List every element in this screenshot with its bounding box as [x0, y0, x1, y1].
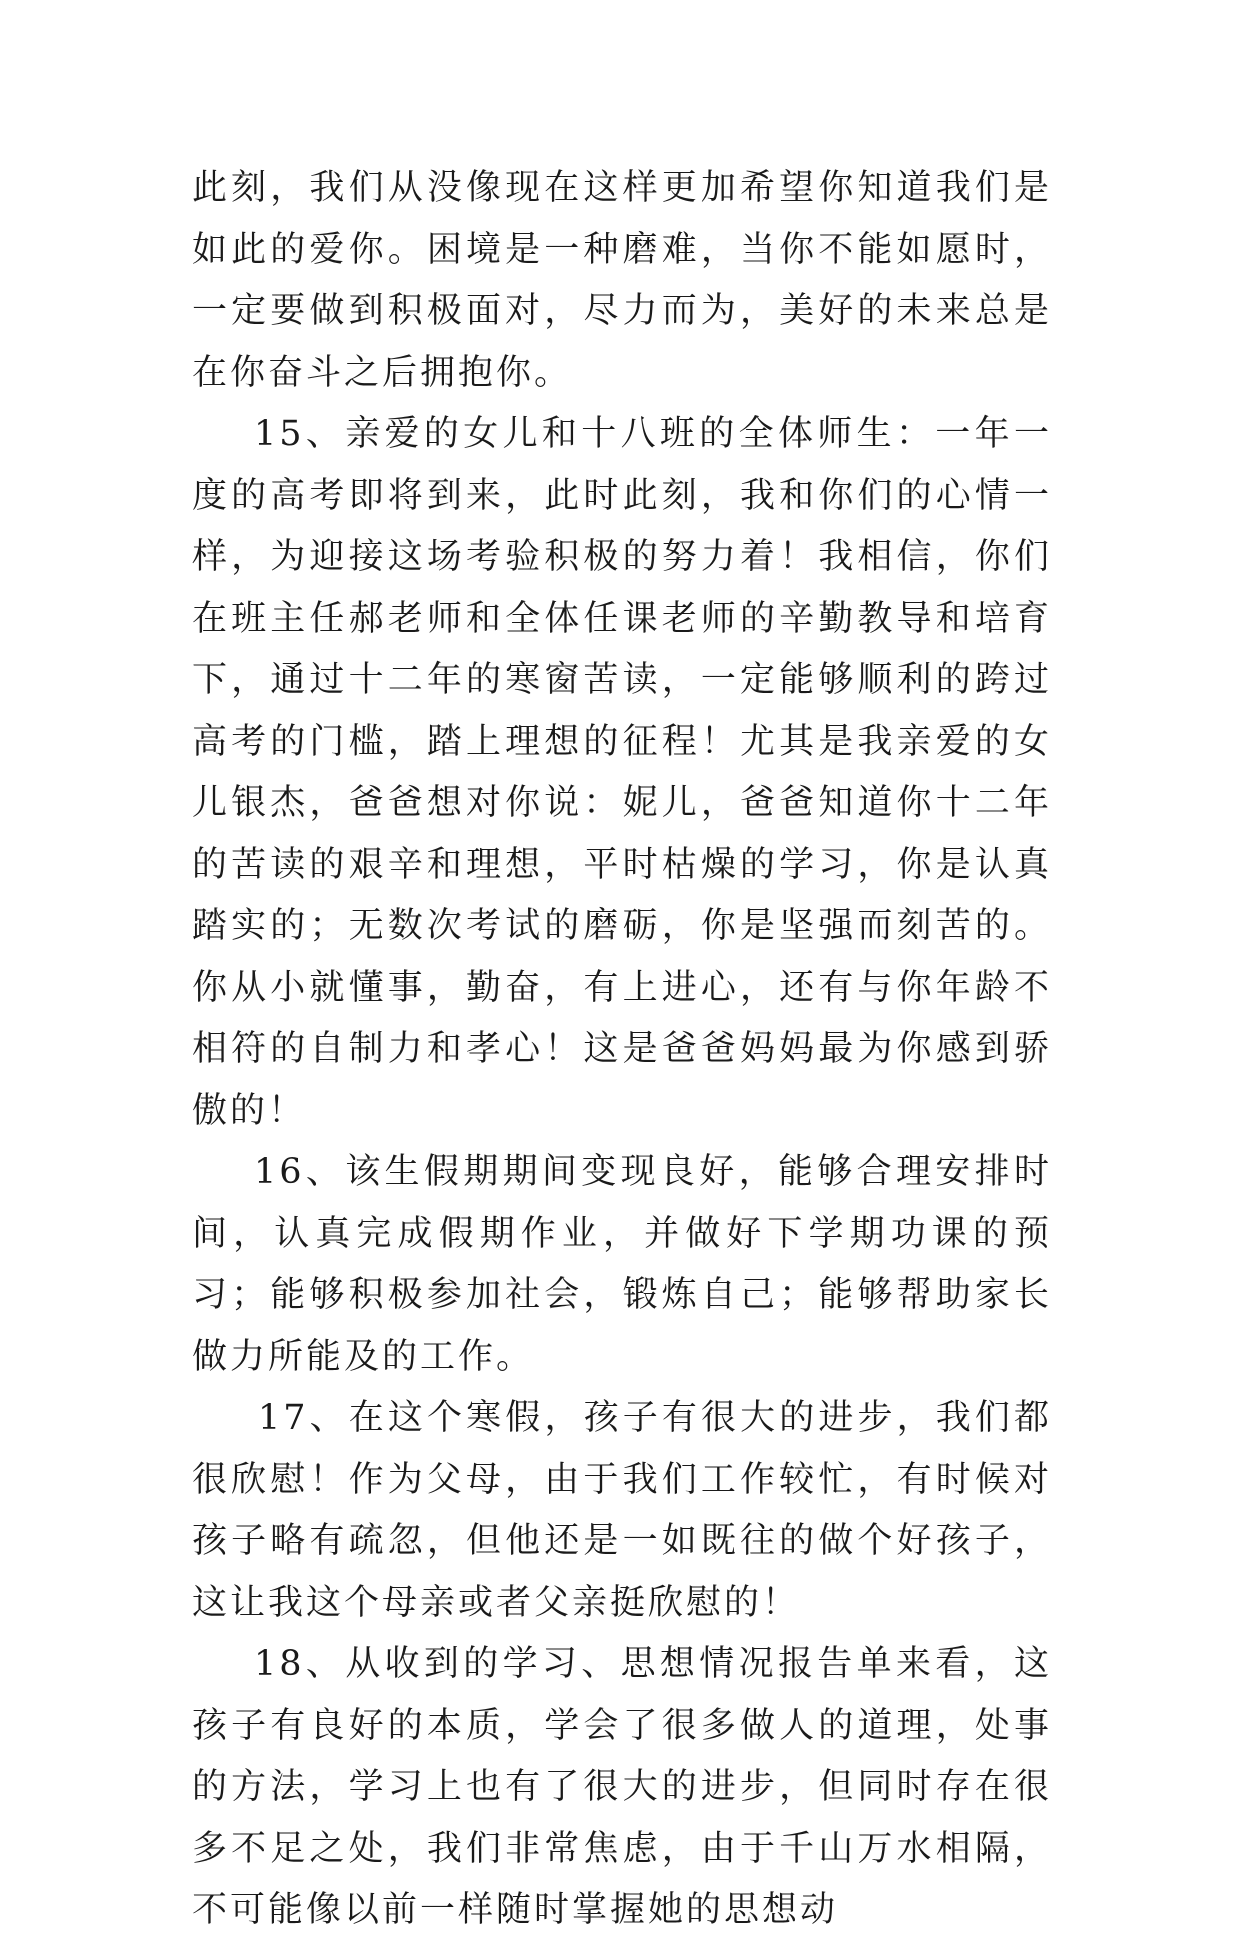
paragraph-17: 17、在这个寒假，孩子有很大的进步，我们都很欣慰！作为父母，由于我们工作较忙，有时候对孩子略有疏忽，但他还是一如既往的做个好孩子，这让我这个母亲或者父亲挺欣慰的！ [192, 1398, 1052, 1623]
paragraph-18: 18、从收到的学习、思想情况报告单来看，这孩子有良好的本质，学会了很多做人的道理，处事的方法，学习上也有了很大的进步，但同时存在很多不足之处，我们非常焦虑，由于千山万水相隔，不可能像以前一样随时掌握她的思想动 [192, 1644, 1052, 1930]
document-body [192, 158, 1052, 1942]
paragraph-15: 15、亲爱的女儿和十八班的全体师生：一年一度的高考即将到来，此时此刻，我和你们的心情一样，为迎接这场考验积极的努力着！我相信，你们在班主任郝老师和全体任课老师的辛勤教导和培育下，通过十二年的寒窗苦读，一定能够顺利的跨过高考的门槛，踏上理想的征程！尤其是我亲爱的女儿银杰，爸爸想对你说：妮儿，爸爸知道你十二年的苦读的艰辛和理想，平时枯燥的学习，你是认真踏实的；无数次考试的磨砺，你是坚强而刻苦的。你从小就懂事，勤奋，有上进心，还有与你年龄不相符的自制力和孝心！这是爸爸妈妈最为你感到骄傲的！ [192, 414, 1052, 1131]
paragraph-16: 16、该生假期期间变现良好，能够合理安排时间，认真完成假期作业，并做好下学期功课的预习；能够积极参加社会，锻炼自己；能够帮助家长做力所能及的工作。 [192, 1152, 1052, 1377]
paragraph-continuation: 此刻，我们从没像现在这样更加希望你知道我们是如此的爱你。困境是一种磨难，当你不能如愿时，一定要做到积极面对，尽力而为，美好的未来总是在你奋斗之后拥抱你。 [192, 168, 1052, 393]
